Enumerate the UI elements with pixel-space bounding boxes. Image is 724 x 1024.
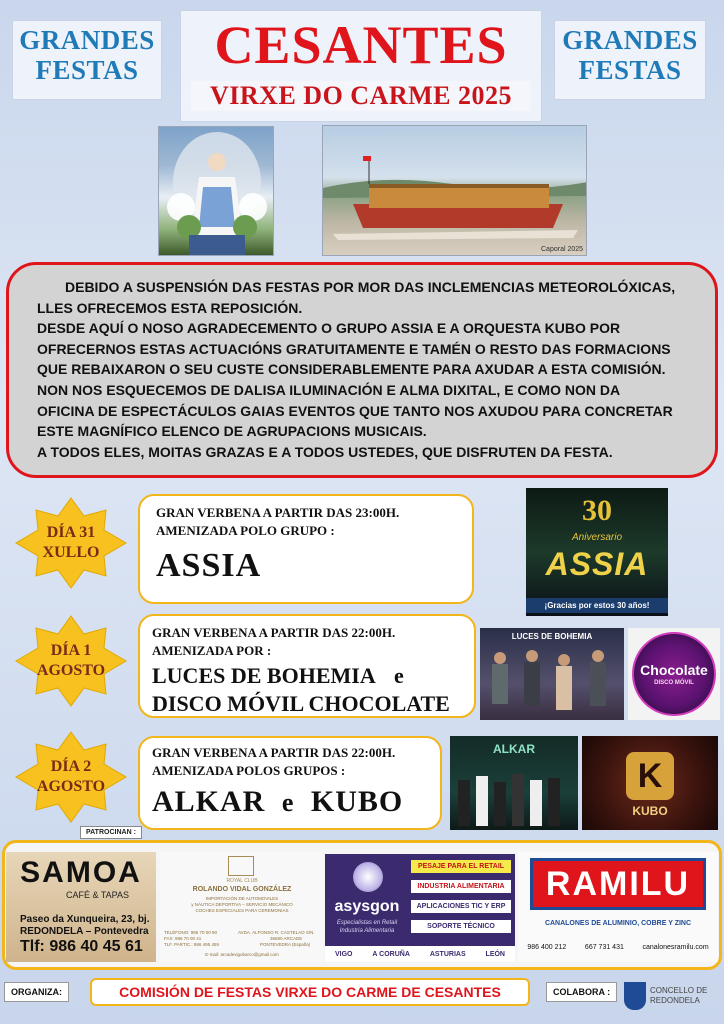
kubo-poster <box>582 736 718 830</box>
rolando-email: E-mail: arcadevigobarco@gmail.com <box>205 952 279 957</box>
city: LEÓN <box>485 950 505 958</box>
notice-line: A TODOS ELES, MOITAS GRAZAS E A TODOS USTEDES, QUE DISFRUTEN DA FESTA. <box>37 443 613 460</box>
date-month: XULLO <box>42 544 100 561</box>
event-band: LUCES DE BOHEMIA <box>152 663 375 688</box>
luces-bohemia-poster <box>480 628 624 720</box>
header-title-box <box>180 10 542 122</box>
samoa-address: Paseo da Xunqueira, 23, bj. <box>20 914 150 925</box>
concello-line1: CONCELLO DE <box>650 986 708 995</box>
poster-title: ALKAR <box>493 742 535 756</box>
event-band-2: DISCO MÓVIL CHOCOLATE <box>152 691 450 716</box>
globe-icon <box>353 862 383 892</box>
notice-line: OFRECERNOS ESTAS ACTUACIÓNS GRATUITAMENTE E TAMÉN O RESTO DAS FORMACIONS <box>37 340 671 357</box>
rolando-line3: COCHES ESPECIALES PARA CEREMONIAS <box>195 908 289 913</box>
event-band: ALKAR <box>152 785 266 818</box>
poster-title: LUCES DE BOHEMIA <box>511 632 593 641</box>
alkar-poster <box>450 736 578 830</box>
event-band: ASSIA <box>156 547 262 584</box>
date-day: DÍA 31 <box>46 524 96 541</box>
ramilu-web: canalonesramilu.com <box>642 944 709 951</box>
asysgon-service: SOPORTE TÉCNICO <box>411 920 511 933</box>
date-month: AGOSTO <box>36 662 106 679</box>
asysgon-name: asysgon <box>334 898 400 915</box>
poster-subtitle: Aniversario <box>571 532 623 543</box>
samoa-name: SAMOA <box>20 856 142 889</box>
boat-photo <box>322 125 587 256</box>
asysgon-cities <box>325 946 515 962</box>
organiza-label: ORGANIZA: <box>4 982 69 1002</box>
asysgon-desc2: Industria Alimentaria <box>339 928 395 934</box>
royal-club-logo-icon <box>228 856 254 876</box>
city: A CORUÑA <box>372 950 410 958</box>
ramilu-ad <box>518 852 718 962</box>
header-right-top: GRANDES <box>562 25 698 55</box>
notice-line: LLES OFRECEMOS ESTA REPOSICIÓN. <box>37 299 303 316</box>
boat-image <box>323 126 587 256</box>
event-intro: AMENIZADA POLOS GRUPOS : <box>152 763 346 778</box>
notice-line: OFICINA DE ESPECTÁCULOS GAIAS EVENTOS QUE TANTO NOS AXUDOU PARA CONCRETAR <box>37 402 673 419</box>
rolando-addr2: 36690 ARCADE <box>270 936 303 941</box>
assia-poster <box>526 488 668 616</box>
rolando-addr1: AVDA. ALFONSO R. CASTELAO S/N. <box>238 930 315 935</box>
ramilu-phone1: 986 400 212 <box>527 944 567 951</box>
poster-title: ASSIA <box>545 546 649 582</box>
chocolate-poster <box>628 628 720 720</box>
page-subtitle: VIRXE DO CARME 2025 <box>191 81 531 111</box>
header-right-badge <box>554 20 706 100</box>
event-intro: AMENIZADA POLO GRUPO : <box>156 523 335 538</box>
event-time: GRAN VERBENA A PARTIR DAS 22:00H. <box>152 745 396 760</box>
event-time: GRAN VERBENA A PARTIR DAS 22:00H. <box>152 625 396 640</box>
notice-line: ESTE MAGNÍFICO ELENCO DE AGRUPACIONS MUSICAIS. <box>37 423 427 440</box>
rolando-line2: y NÁUTICA DEPORTIVA – SERVICIO MECÁNICO <box>191 902 293 907</box>
event-band-2: KUBO <box>310 785 404 818</box>
poster-title: Chocolate <box>640 662 708 678</box>
band-members-image <box>450 760 578 830</box>
event-intro: AMENIZADA POR : <box>152 643 272 658</box>
virgin-photo <box>158 126 274 256</box>
header-left-top: GRANDES <box>19 25 155 55</box>
event-band-join: e <box>281 788 295 817</box>
page-title: CESANTES <box>214 15 508 75</box>
virgin-statue-image <box>159 127 274 256</box>
samoa-city: REDONDELA – Pontevedra <box>20 926 149 937</box>
rolando-name: ROLANDO VIDAL GONZÁLEZ <box>192 886 292 893</box>
notice-box <box>6 262 718 478</box>
date-badge-2-agosto <box>14 730 128 824</box>
header-left-bottom: FESTAS <box>35 55 139 85</box>
rolando-fax: FAX: 986 70 00 41 <box>164 936 202 941</box>
band-members-image <box>480 644 624 720</box>
event-card-1 <box>138 494 474 604</box>
header-left-badge <box>12 20 162 100</box>
ramilu-phone2: 667 731 431 <box>584 944 624 951</box>
asysgon-service: INDUSTRIA ALIMENTARIA <box>411 880 511 893</box>
concello-logo <box>622 980 720 1020</box>
asysgon-ad <box>325 854 515 962</box>
rolando-addr3: PONTEVEDRA (España) <box>260 942 311 947</box>
poster-title: K <box>626 752 674 800</box>
poster-subtitle: KUBO <box>632 804 668 818</box>
rolando-tel: TELÉFONO: 986 70 00 90 <box>164 930 218 935</box>
photo-credit: Caporal 2025 <box>541 246 584 253</box>
event-band-join: e <box>394 663 404 688</box>
asysgon-service: APLICACIONES TIC Y ERP <box>411 900 511 913</box>
concello-line2: REDONDELA <box>650 996 700 1005</box>
samoa-ad <box>6 852 156 962</box>
asysgon-service: PESAJE PARA EL RETAIL <box>411 860 511 873</box>
notice-line: QUE REBAIXARON O SEU CUSTE CONSIDERABLEMENTE PARA AXUDAR A ESTA COMISIÓN. <box>37 361 666 378</box>
poster-subtitle: DISCO MÓVIL <box>654 680 694 686</box>
city: ASTURIAS <box>429 950 466 958</box>
poster-number: 30 <box>582 494 612 527</box>
samoa-tag: CAFÉ & TAPAS <box>66 890 130 900</box>
rolando-line1: IMPORTACIÓN DE AUTOMOVILES <box>205 896 279 901</box>
coat-of-arms-icon <box>624 982 646 1010</box>
poster-caption: ¡Gracias por estos 30 años! <box>526 598 668 613</box>
committee-name: COMISIÓN DE FESTAS VIRXE DO CARME DE CESANTES <box>90 978 530 1006</box>
event-card-2 <box>138 614 476 718</box>
date-badge-31-xullo <box>14 496 128 590</box>
rolando-movil: TLF. PARTIC.: 986 495 459 <box>164 942 219 947</box>
notice-line: DEBIDO A SUSPENSIÓN DAS FESTAS POR MOR DAS INCLEMENCIAS METEOROLÓXICAS, <box>65 279 676 295</box>
rolando-club: ROYAL CLUB <box>226 878 258 884</box>
notice-line: NON NOS ESQUECEMOS DE DALISA ILUMINACIÓN E ALMA DIXITAL, E COMO NON DA <box>37 381 621 398</box>
event-time: GRAN VERBENA A PARTIR DAS 23:00H. <box>156 505 400 520</box>
rolando-ad <box>160 852 324 962</box>
sponsors-label: PATROCINAN : <box>80 826 142 839</box>
city: VIGO <box>334 950 353 958</box>
ramilu-name: RAMILU <box>530 858 706 910</box>
event-card-3 <box>138 736 442 830</box>
header-right-bottom: FESTAS <box>578 55 682 85</box>
date-day: DÍA 1 <box>50 642 92 659</box>
notice-line: DESDE AQUÍ O NOSO AGRADECEMENTO O GRUPO ASSIA E A ORQUESTA KUBO POR <box>37 320 621 337</box>
date-month: AGOSTO <box>36 778 106 795</box>
ramilu-desc: CANALONES DE ALUMINIO, COBRE Y ZINC <box>544 920 692 927</box>
date-day: DÍA 2 <box>50 758 92 775</box>
date-badge-1-agosto <box>14 614 128 708</box>
colabora-label: COLABORA : <box>546 982 617 1002</box>
asysgon-desc1: Especialistas en Retail <box>336 920 398 926</box>
samoa-phone: Tlf: 986 40 45 61 <box>20 938 143 955</box>
